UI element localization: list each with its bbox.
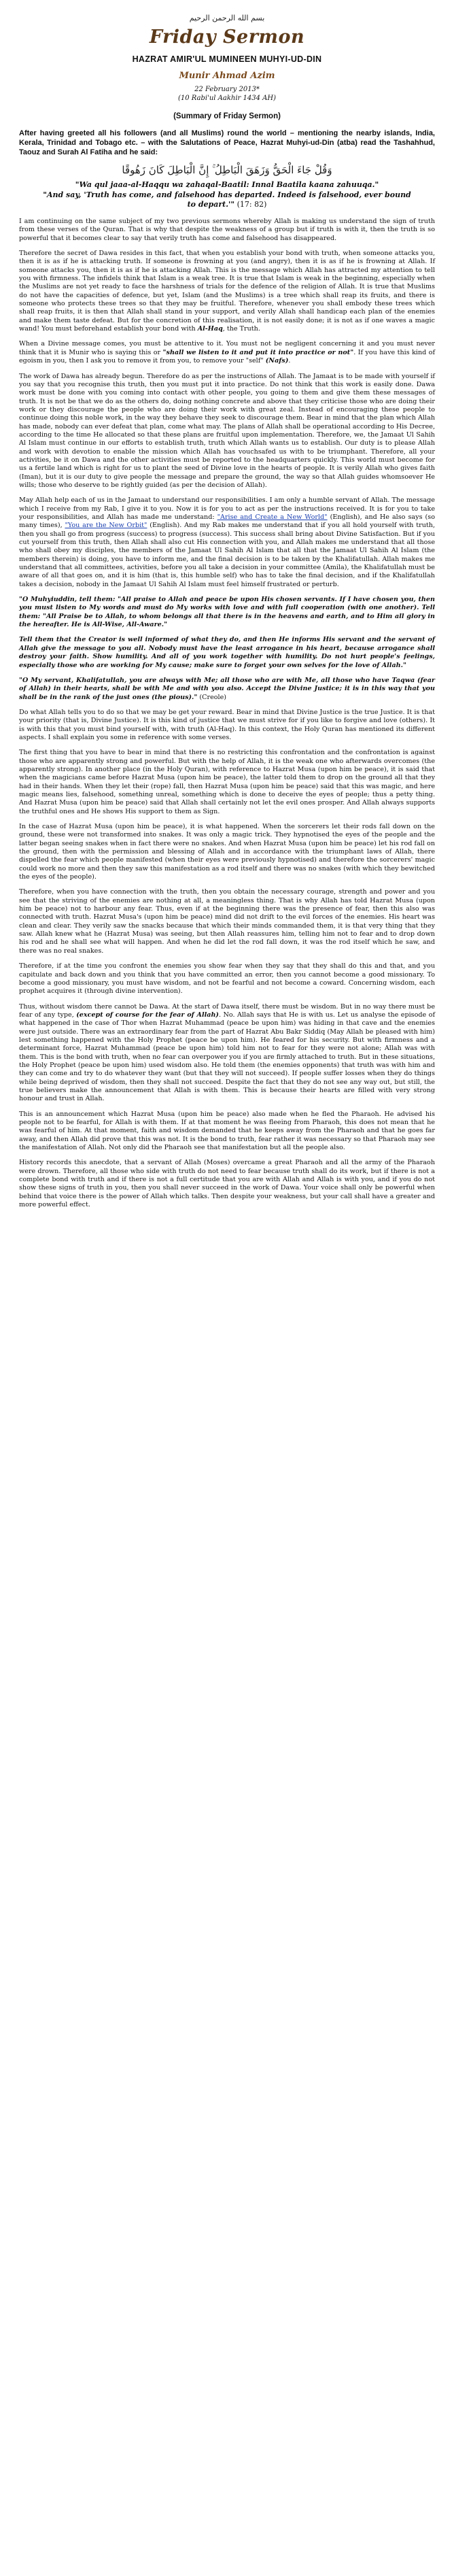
sermon-dates	[19, 85, 435, 103]
paragraph-1: I am continuing on the same subject of my two previous sermons whereby Allah is making us understand the sign of truth from these verses of the Quran. That is why that despite the weakness of a group but if truth is with it, then the truth is so powerful that it becomes clear to say that verily truth has come and falsehood has disappeared.	[19, 218, 435, 242]
arabic-verse: وَقُلْ جَاءَ الْحَقُّ وَزَهَقَ الْبَاطِلُ ۚ إِنَّ الْبَاطِلَ كَانَ زَهُوقًا	[122, 164, 332, 176]
date-gregorian: 22 February 2013*	[194, 86, 260, 93]
summary-heading: (Summary of Friday Sermon)	[173, 112, 281, 120]
paragraph-5-end: (English). And my Rab makes me understand that if you all hold yourself with truth, then you shall go from progress (success) to progress (success). This success shall bring about Divine Satisfaction. But if you cut yourself from this truth, then Allah shall also cut His connection with you, and Allah makes me understand that all those who shall obey my disciples, the members of the Jamaat Ul Sahih Al Islam that all that the Jamaat Ul Sahih Al Islam (the members therein) is doing, you have to inform me, and the final decision is to be taken by the Khalifatullah. Allah makes me understand that all committees, activities, before you all take a decision in your committee (Amila), the Khalifatullah must be aware of all that goes on, and it is him (that is, this humble self) who has to take the final decision, and if the Khalifatullah takes a decision, nobody in the Jamaat Ul Sahih Al Islam must feel himself frustrated or perturb.	[19, 522, 435, 588]
paragraph-2-end: , the Truth.	[222, 325, 260, 333]
nafs-term: (Nafs)	[265, 357, 289, 365]
creole-label: (Creole)	[197, 693, 227, 701]
new-world-link[interactable]: "Arise and Create a New World"	[217, 513, 328, 521]
date-hijri: (10 Rabi'ul Aakhir 1434 AH)	[177, 95, 276, 102]
paragraph-7: The first thing that you have to bear in mind that there is no restricting this confrontation and the confrontation is against those who are apparently strong and powerful. But with the help of Allah, it is the weak one who afterwards overcomes (the apparently strong). In another place (in the Holy Quran), with reference to Hazrat Musa (upon him be peace), it is said that when the magicians came before Hazrat Musa (upon him be peace), the latter told them to drop on the ground all that they had in their hands. When they let their (rope) fall, then Hazrat Musa (upon him be peace) said that this was magic, and here magic means lies, falsehood, something unreal, something which is done to deceive the eyes of people; thus a petty thing. And Hazrat Musa (upon him be peace) said that Allah shall certainly not let the evil ones prosper. And Allah always supports the truthful ones and He shows His support to them as Sign.	[19, 749, 435, 815]
paragraph-10: Therefore, if at the time you confront the enemies you show fear when they say that they shall do this and that, and you capitulate and back down and you think that you have committed an error, then you cannot become a good missionary. To become a good missionary, you must have wisdom, and not be fearful and not become a coward. Concerning wisdom, each prophet acquires it (through divine intervention).	[19, 962, 435, 996]
revelation-quote-3	[19, 677, 435, 702]
bismillah-heading: بسم الله الرحمن الرحيم	[189, 14, 265, 22]
paragraph-2-text: Therefore the secret of Dawa resides in this fact, that when you establish your bond with truth, when someone attacks you, then it is as if he is attacking truth. If someone is frowning at you (and angry), then it is as if he is frowning at Allah. If someone attacks you, then it is as if he is attacking Allah. This is the message which Allah has attracted my attention to tell you with firmness. The infidels think that Islam is a weak tree. It is true that Islam is weak in the beginning, especially when the Muslims are not yet ready to face the harshness of trials for the defence of the religion of Allah. It is true that Muslims do not have the capacities of defence, but yet, Islam (and the Muslims) is a tree which shall reap its fruits, and there is someone who protects these trees so that they may be fruitful. Therefore, whenever you shall embody these trees which shall reap fruits, it is then that Allah shall stand in your support, and verily Allah shall handicap each plan of the enemies and make them taste defeat. But for the concretion of this realisation, it is not easily done; it is not as if one waves a magic wand! You must beforehand establish your bond with	[19, 250, 435, 333]
paragraph-11-text: Thus, without wisdom there cannot be Dawa. At the start of Dawa itself, there must be wisdom. But in no way there must be fear of any type,	[19, 1002, 435, 1019]
al-haq-term: Al-Haq	[197, 325, 223, 333]
paragraph-3-text: When a Divine message comes, you must be attentive to it. You must not be negligent concerning it and you must never think that it is Munir who is saying this or	[19, 340, 435, 356]
paragraph-3-end: .	[288, 357, 291, 365]
revelation-quote-2: Tell them that the Creator is well informed of what they do, and then He informs His servant and the servant of Allah give the message to you all. Nobody must have the least arrogance in his heart, because arrogance shall destroy your faith. Show humility. And all of you work together with humility. Do not hurt people's feelings, especially those who are working for My cause; make sure to forget your own selves for the love of Allah."	[19, 636, 435, 669]
paragraph-3-quote: "shall we listen to it and put it into practice or not"	[162, 348, 354, 356]
masthead-title: Friday Sermon	[149, 27, 305, 48]
paragraph-5	[19, 496, 435, 589]
paragraph-4: The work of Dawa has already begun. Therefore do as per the instructions of Allah. The Jamaat is to be made with yourself if you say that you recognise this truth, then you must put it into practice. Do not think that this work is easily done. Dawa work must be done with you coming into contact with other people, you going to them and give them these messages of truth. It is not be that we do as the others do, doing nothing concrete and above that they criticise those who are doing their work or they discourage the people who are doing their work with great zeal. Instead of encouraging these people to continue doing this noble work, in the way they behave they seek to discourage them. Bear in mind that the plan which Allah has made, nobody can ever defeat that plan, come what may. The plans of Allah shall be operational according to His Decree, according to the time He allocated so that these plans are fruitful upon implementation. Therefore, we, the Jamaat Ul Sahih Al Islam must continue in our efforts to establish truth, truth which Allah wants us to establish. Our duty is to please Allah and work with devotion to enable the mission which Allah has vouchsafed us with to be triumphant. Therefore, all your activities, be it on Dawa and the other activities must be reported to the headquarters quickly. This world must become for us a fertile land which is right for us to plant the seed of Divine love in the hearts of people. It is verily Allah who gives faith (Iman), but it is our duty to give people the message and prepare the ground, the way so that Allah guides whomsoever He wills; those who deserve to be rightly guided (as per the decision of Allah).	[19, 372, 435, 489]
paragraph-11-end: . No. Allah says that He is with us. Let us analyse the episode of what happened in the case of Thor when Hazrat Muhammad (peace be upon him) was hiding in that cave and the enemies were just outside. There was an extraordinary fear from the part of Hazrat Abu Bakr Siddiq (May Allah be pleased with him) lest something happened with the Holy Prophet (peace be upon him). He feared for his security. But with firmness and a determinant force, Hazrat Muhammad (peace be upon him) told him not to fear for they were not alone; Allah was with them. This is the bond with truth, when no fear can overpower you if you are firmly attached to truth. But in these situations, the Holy Prophet (peace be upon him) used wisdom also. He told them (the enemies opponents) that truth was with him and they can come and try to do whatever they want (but that they will not succeed). If people suffer losses when they do things while being deprived of wisdom, then they shall not succeed. Despite the fact that they do not see any way out, but still, the true believers make the announcement that Allah is with them. This is because their hearts are filled with very strong honour and trust in Allah.	[19, 1011, 435, 1103]
paragraph-2	[19, 250, 435, 333]
paragraph-6: Do what Allah tells you to do so that we may be get your reward. Bear in mind that Divine Justice is the true Justice. It is that your priority (that is, Divine Justice). It is this kind of justice that we must strive for if you like to forgive and love (others). It is with this that you must bind yourself with, with truth (Al-Haq). In this context, the Holy Quran has mentioned its different aspects. I shall explain you some in reference with some verses.	[19, 708, 435, 741]
new-orbit-link[interactable]: "You are the New Orbit"	[65, 522, 147, 530]
verse-transliteration: "Wa qul jaaa-al-Haqqu wa zahaqal-Baatil: Innal Baatila kaana zahuuqa."	[75, 180, 379, 189]
paragraph-5-mid: (English), and He also says (so many times),	[19, 513, 435, 530]
author-name: Munir Ahmad Azim	[179, 71, 275, 81]
paragraph-11	[19, 1003, 435, 1104]
paragraph-3	[19, 340, 435, 365]
paragraph-8: In the case of Hazrat Musa (upon him be peace), it is what happened. When the sorcerers let their rods fall down on the ground, these were not transformed into snakes. It was only a magic trick. They hypnotised the eyes of the people and the latter began seeing snakes when in fact there were no snakes. And when Hazrat Musa (upon him be peace) let his rod fall on the ground, then with the permission and blessing of Allah and in accordance with the triumphant laws of Allah, there dispelled the fear which people manifested (when their eyes were previously hypnotised) and therefore the sorcerers' magic could work no more and then they saw this manifestation as a rod itself and there was no snakes (with which they bewitched the eyes of the people).	[19, 823, 435, 881]
paragraph-3-mid: . If you have this kind of egoism in you, then I ask you to remove it from you, to remove your "self"	[19, 348, 435, 365]
paragraph-13: History records this anecdote, that a servant of Allah (Moses) overcame a great Pharaoh and all the army of the Pharaoh were drown. Therefore, all those who side with truth do not need to fear because truth shall do its work, but if there is not a complete bond with truth and if there is not a full certitude that you are with Allah and Allah is with you, and if you do not show these signs of truth in you, then you shall never succeed in the work of Dawa. Your voice shall only be powerful when behind that voice there is the power of Allah which talks. Then despite your weakness, but your call shall have a greater and more powerful effect.	[19, 1159, 435, 1209]
revelation-quote-3-text: "O My servant, Khalifatullah, you are always with Me; all those who are with Me, all those who have Taqwa (fear of Allah) in their hearts, shall be with Me and with you also. Accept the Divine Justice; it is in this way that you shall be in the rank of the just ones (the pious)."	[19, 676, 435, 701]
revelation-quote-1: "O Muhyiuddin, tell them: "All praise to Allah and peace be upon His chosen servants. If I have chosen you, then you must listen to My words and must do My works with love and with full cooperation (with one another). Tell them: "All Praise be to Allah, to whom belongs all that there is in the heavens and earth, and to Him all glory in the hereafter. He is All-Wise, All-Aware."	[19, 596, 435, 629]
paragraph-5-text: May Allah help each of us in the Jamaat to understand our responsibilities. I am only a humble servant of Allah. The message which I receive from my Rab, I give it to you. Now it is for you to act as per the instructions received. It is for you to take your responsibilities, and Allah has made me understand:	[19, 496, 435, 521]
intro-paragraph: After having greeted all his followers (and all Muslims) round the world – mentioning the nearby islands, India, Kerala, Trinidad and Tobago etc. – with the Salutations of Peace, Hazrat Muhyi-ud-Din (atba) read the Tashahhud, Taouz and Surah Al Fatiha and he said:	[19, 129, 435, 156]
verse-translation	[19, 190, 435, 209]
paragraph-9: Therefore, when you have connection with the truth, then you obtain the necessary courage, strength and power and you see that the striving of the enemies are nothing at all, a meaningless thing. That is why Allah has told Hazrat Musa (upon him be peace) not to harbour any fear. Thus, even if at the beginning there was the presence of fear, then this also was connected with truth. Hazrat Musa's (upon him be peace) mind did not drift to the evil forces of the enemies. His heart was clean and clear. They verily saw the snacks because that which their minds commanded them, it is that very thing that they saw. Allah knew what he (Hazrat Musa) was seeing, but then Allah reassures him, telling him not to fear and to drop down his rod and he shall see what will happen. And when he did let the rod fall down, it was the rod itself which he saw, and there was no real snakes.	[19, 888, 435, 955]
verse-translation-text: "And say, 'Truth has come, and falsehood has departed. Indeed is falsehood, ever bound to depart.'"	[43, 190, 411, 209]
speaker-title: HAZRAT AMIR'UL MUMINEEN MUHYI-UD-DIN	[132, 54, 322, 64]
paragraph-12: This is an announcement which Hazrat Musa (upon him be peace) also made when he fled the Pharaoh. He advised his people not to be fearful, for Allah is with them. If at that moment he was fleeing from Pharaoh, this does not mean that he was fearful of him. At that moment, faith and wisdom demanded that he keeps away from the Pharaoh and that he goes far away, and then Allah did prove that this was not. It is the bond to truth, fear rather it was necessary so that Pharaoh may see the manifestation of Allah. Not only did the Pharaoh see that manifestation but all the people also.	[19, 1110, 435, 1152]
verse-reference: (17: 82)	[234, 200, 267, 209]
fear-of-allah-note: (except of course for the fear of Allah)	[76, 1011, 219, 1019]
